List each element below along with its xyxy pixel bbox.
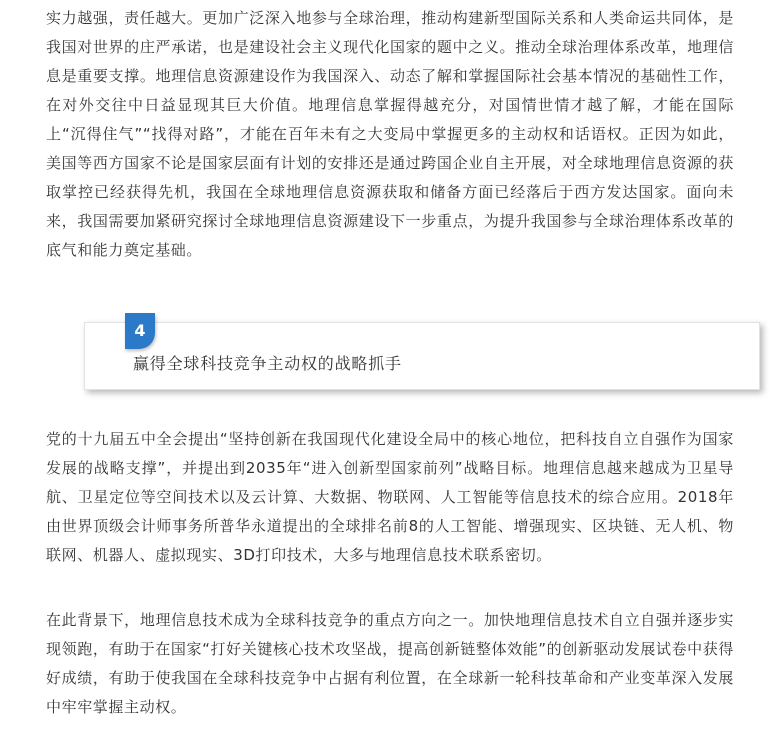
paragraph-global-governance: 实力越强，责任越大。更加广泛深入地参与全球治理，推动构建新型国际关系和人类命运共同体，是我国对世界的庄严承诺，也是建设社会主义现代化国家的题中之义。推动全球治理体系改革，地理信息是重要支撑。地理信息资源建设作为我国深入、动态了解和掌握国际社会基本情况的基础性工作，在对外交往中日益显现其巨大价值。地理信息掌握得越充分，对国情世情才越了解，才能在国际上“沉得住气”“找得对路”，才能在百年未有之大变局中掌握更多的主动权和话语权。正因为如此，美国等西方国家不论是国家层面有计划的安排还是通过跨国企业自主开展，对全球地理信息资源的获取掌控已经获得先机，我国在全球地理信息资源获取和储备方面已经落后于西方发达国家。面向未来，我国需要加紧研究探讨全球地理信息资源建设下一步重点，为提升我国参与全球治理体系改革的底气和能力奠定基础。 [46, 9, 734, 259]
paragraph-tech-competition: 在此背景下，地理信息技术成为全球科技竞争的重点方向之一。加快地理信息技术自立自强并逐步实现领跑，有助于在国家“打好关键核心技术攻坚战，提高创新链整体效能”的创新驱动发展试卷中获得好成绩，有助于使我国在全球科技竞争中占据有利位置，在全球新一轮科技革命和产业变革深入发展中牢牢掌握主动权。 [46, 611, 734, 716]
section-heading-card [84, 322, 760, 390]
section-number-badge: 4 [125, 313, 155, 349]
paragraph-tech-innovation: 党的十九届五中全会提出“坚持创新在我国现代化建设全局中的核心地位，把科技自立自强作为国家发展的战略支撑”，并提出到2035年“进入创新型国家前列”战略目标。地理信息越来越成为卫星导航、卫星定位等空间技术以及云计算、大数据、物联网、人工智能等信息技术的综合应用。2018年由世界顶级会计师事务所普华永道提出的全球排名前8的人工智能、增强现实、区块链、无人机、物联网、机器人、虚拟现实、3D打印技术，大多与地理信息技术联系密切。 [46, 430, 734, 564]
section-title: 赢得全球科技竞争主动权的战略抓手 [133, 354, 402, 373]
